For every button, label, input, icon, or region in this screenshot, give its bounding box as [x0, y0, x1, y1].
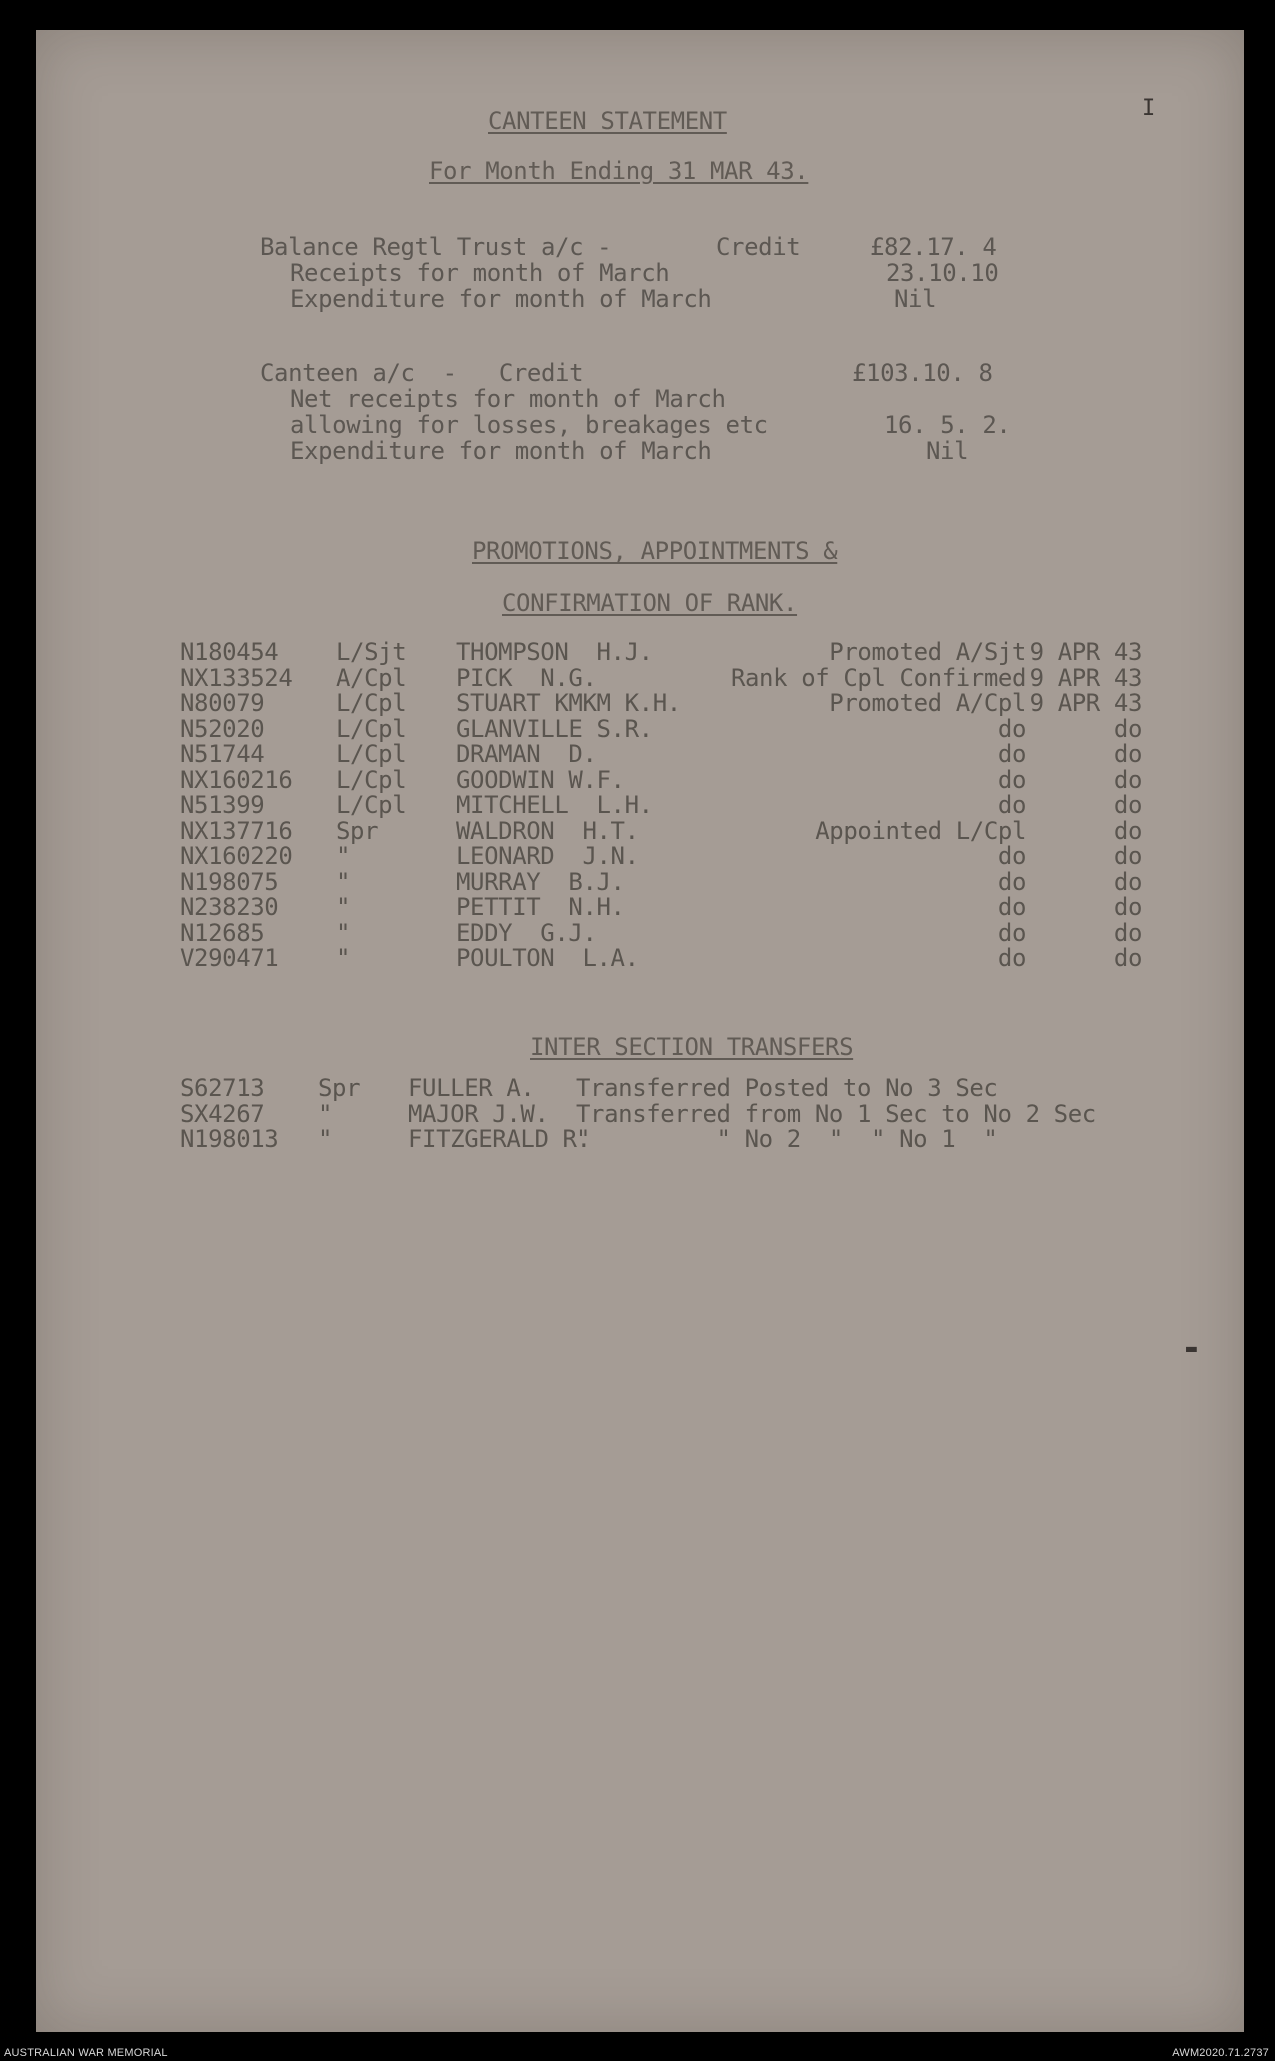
- transfers-text-column: [576, 1076, 1096, 1153]
- promotion-row-name: LEONARD J.N.: [456, 842, 639, 870]
- regtl-receipts-label: Receipts for month of March: [290, 259, 670, 287]
- canteen-credit-label: Canteen a/c - Credit: [260, 359, 584, 387]
- promotion-row-rank: L/Sjt: [336, 638, 407, 666]
- promotion-row-date: 9 APR 43: [1029, 663, 1142, 692]
- promotion-row-name: POULTON L.A.: [456, 944, 639, 972]
- promotion-row-name: DRAMAN D.: [456, 740, 597, 768]
- promotion-row-name: MURRAY B.J.: [456, 867, 625, 896]
- promotion-row-name: PICK N.G.: [456, 663, 597, 692]
- promotion-row-date: do: [1113, 867, 1142, 896]
- regtl-balance-amount: £82.17. 4: [870, 233, 997, 261]
- promotion-row-action: do: [997, 791, 1026, 819]
- transfers-heading: INTER SECTION TRANSFERS: [530, 1033, 854, 1061]
- promotions-name-column: [456, 640, 681, 972]
- document-page: [36, 30, 1244, 2032]
- regtl-receipts-amount: 23.10.10: [886, 259, 999, 287]
- promotion-row-action: do: [997, 765, 1026, 794]
- promotion-row-action: Rank of Cpl Confirmed: [730, 663, 1026, 692]
- promotion-row-action: do: [997, 714, 1026, 743]
- transfer-row-text: Transferred from No 1 Sec to No 2 Sec: [576, 1099, 1096, 1128]
- promotion-row-date: do: [1113, 740, 1142, 768]
- regtl-expenditure-label: Expenditure for month of March: [290, 285, 712, 313]
- promotion-row-name: THOMPSON H.J.: [456, 638, 653, 666]
- promotion-row-action: Appointed L/Cpl: [815, 816, 1026, 845]
- promotion-row-action: do: [997, 918, 1026, 947]
- promotion-row-number: N52020: [180, 714, 265, 743]
- transfers-number-column: [180, 1076, 278, 1153]
- promotion-row-number: N51744: [180, 740, 265, 768]
- promotions-number-column: [180, 640, 292, 972]
- promotion-row-action: do: [997, 944, 1026, 972]
- regtl-balance-status: Credit: [716, 233, 801, 261]
- promotion-row-date: do: [1113, 791, 1142, 819]
- promotion-row-rank: ": [336, 918, 351, 947]
- promotion-row-name: STUART KMKM K.H.: [456, 689, 681, 717]
- footer-credit: AUSTRALIAN WAR MEMORIAL: [4, 2047, 168, 2059]
- transfers-name-column: [408, 1076, 591, 1153]
- promotion-row-rank: ": [336, 842, 351, 870]
- promotion-row-date: do: [1113, 842, 1142, 870]
- promotion-row-rank: L/Cpl: [336, 791, 407, 819]
- promotion-row-date: do: [1113, 918, 1142, 947]
- promotion-row-number: NX160216: [180, 765, 293, 794]
- promotion-row-date: 9 APR 43: [1029, 689, 1142, 717]
- promotion-row-action: do: [997, 893, 1026, 921]
- promotion-row-date: do: [1113, 893, 1142, 921]
- promotion-row-date: do: [1113, 816, 1142, 845]
- promotion-row-action: Promoted A/Cpl: [829, 689, 1026, 717]
- canteen-expenditure-amount: Nil: [926, 437, 969, 465]
- promotion-row-number: N80079: [180, 689, 265, 717]
- transfer-row-number: SX4267: [180, 1099, 265, 1128]
- promotion-row-action: do: [997, 740, 1026, 768]
- promotions-heading: PROMOTIONS, APPOINTMENTS &: [472, 537, 838, 565]
- promotions-rank-column: [336, 640, 406, 972]
- promotions-date-column: [994, 640, 1142, 972]
- transfers-rank-column: [318, 1076, 360, 1153]
- promotion-row-action: do: [997, 842, 1026, 870]
- regtl-balance-label: Balance Regtl Trust a/c -: [260, 233, 612, 261]
- canteen-losses-label: allowing for losses, breakages etc: [290, 411, 768, 439]
- promotion-row-number: NX133524: [180, 663, 293, 692]
- transfer-row-name: MAJOR J.W.: [408, 1099, 549, 1128]
- canteen-receipts-label: Net receipts for month of March: [290, 385, 726, 413]
- canteen-losses-amount: 16. 5. 2.: [884, 411, 1011, 439]
- canteen-expenditure-label: Expenditure for month of March: [290, 437, 712, 465]
- promotion-row-rank: ": [336, 893, 351, 921]
- promotion-row-name: GOODWIN W.F.: [456, 765, 625, 794]
- promotion-row-rank: ": [336, 867, 351, 896]
- promotion-row-number: N180454: [180, 638, 279, 666]
- promotion-row-rank: ": [336, 944, 351, 972]
- promotion-row-number: N198075: [180, 867, 279, 896]
- transfer-row-rank: ": [318, 1099, 333, 1128]
- document-title: CANTEEN STATEMENT: [488, 107, 727, 135]
- promotion-row-rank: Spr: [336, 816, 379, 845]
- confirmation-heading: CONFIRMATION OF RANK.: [502, 589, 798, 617]
- promotion-row-number: N51399: [180, 791, 265, 819]
- promotion-row-number: V290471: [180, 944, 279, 972]
- promotion-row-number: N12685: [180, 918, 265, 947]
- promotion-row-rank: L/Cpl: [336, 765, 407, 794]
- promotion-row-number: NX160220: [180, 842, 293, 870]
- margin-mark: I: [1142, 96, 1156, 121]
- transfer-row-text: " " No 2 " " No 1 ": [576, 1125, 998, 1153]
- promotion-row-action: do: [997, 867, 1026, 896]
- promotion-row-name: GLANVILLE S.R.: [456, 714, 653, 743]
- promotion-row-name: WALDRON H.T.: [456, 816, 639, 845]
- promotion-row-number: NX137716: [180, 816, 293, 845]
- promotion-row-number: N238230: [180, 893, 279, 921]
- regtl-expenditure-amount: Nil: [894, 285, 937, 313]
- footer-accession-number: AWM2020.71.2737: [1172, 2047, 1269, 2059]
- promotion-row-date: do: [1113, 714, 1142, 743]
- promotion-row-rank: L/Cpl: [336, 714, 407, 743]
- canteen-credit-amount: £103.10. 8: [852, 359, 993, 387]
- transfer-row-rank: Spr: [318, 1074, 361, 1102]
- promotion-row-date: 9 APR 43: [1029, 638, 1142, 666]
- document-subtitle: For Month Ending 31 MAR 43.: [429, 157, 809, 185]
- promotion-row-rank: A/Cpl: [336, 663, 407, 692]
- transfer-row-number: N198013: [180, 1125, 279, 1153]
- margin-punch-mark: ▬: [1186, 1338, 1197, 1359]
- transfer-row-name: FULLER A.: [408, 1074, 535, 1102]
- transfer-row-rank: ": [318, 1125, 333, 1153]
- promotion-row-date: do: [1113, 944, 1142, 972]
- promotion-row-rank: L/Cpl: [336, 689, 407, 717]
- promotion-row-action: Promoted A/Sjt: [829, 638, 1026, 666]
- promotion-row-name: MITCHELL L.H.: [456, 791, 653, 819]
- transfer-row-text: Transferred Posted to No 3 Sec: [576, 1074, 998, 1102]
- promotion-row-rank: L/Cpl: [336, 740, 407, 768]
- promotion-row-name: PETTIT N.H.: [456, 893, 625, 921]
- promotion-row-name: EDDY G.J.: [456, 918, 597, 947]
- promotions-action-column: [696, 640, 1026, 972]
- promotion-row-date: do: [1113, 765, 1142, 794]
- transfer-row-name: FITZGERALD R.: [408, 1125, 591, 1153]
- transfer-row-number: S62713: [180, 1074, 265, 1102]
